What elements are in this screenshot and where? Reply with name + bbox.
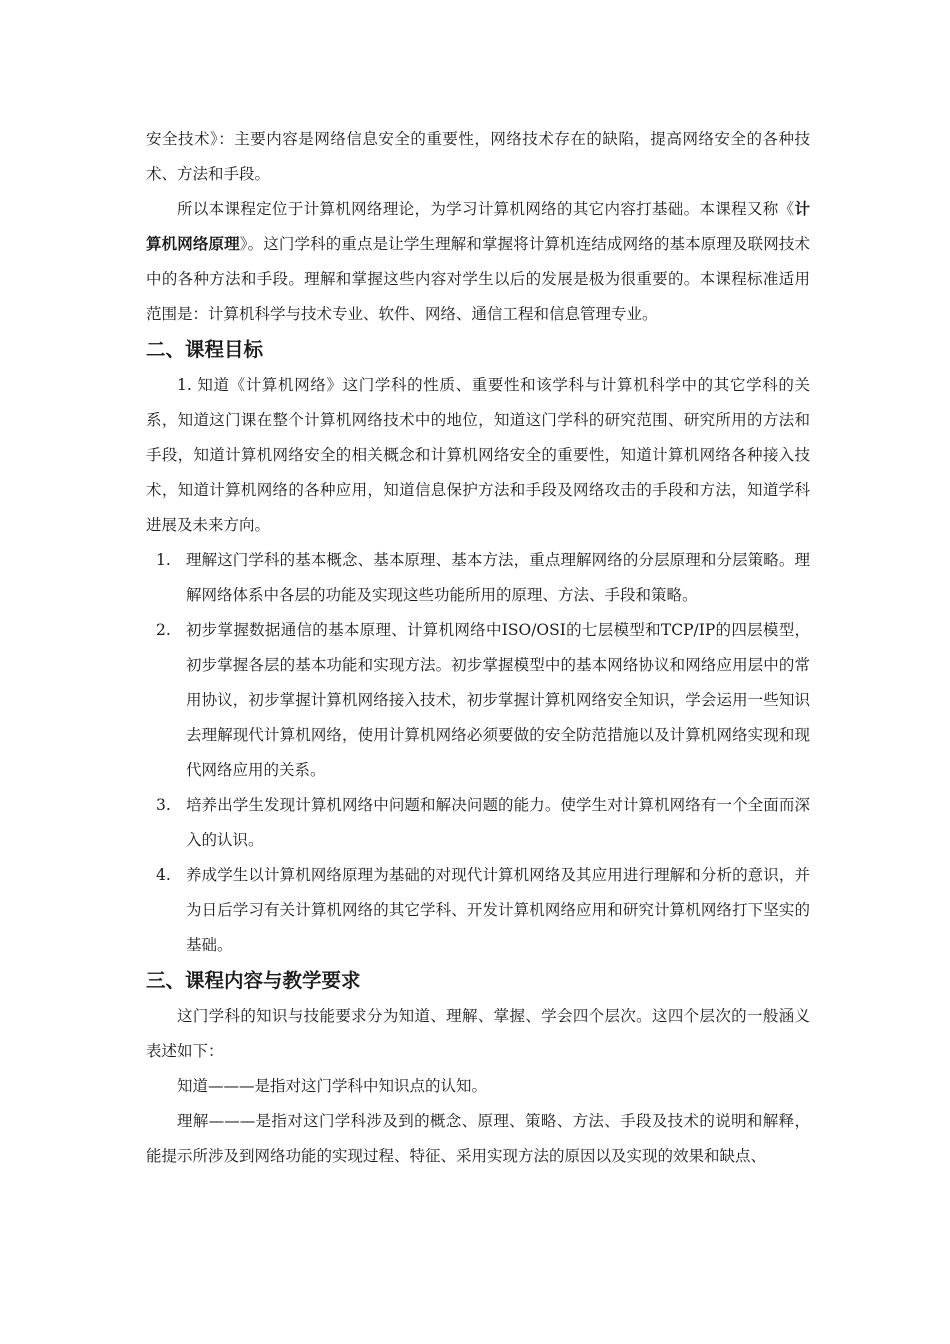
course-alias-title: 计算机网络原理 xyxy=(146,200,810,253)
know-definition-paragraph: 知道———是指对这门学科中知识点的认知。 xyxy=(177,1077,488,1095)
list-item-number: 3. xyxy=(156,796,171,814)
section-heading-course-goals: 二、课程目标 xyxy=(146,338,264,361)
document-body xyxy=(146,122,810,1174)
list-item-number: 1. xyxy=(156,551,171,569)
goals-list xyxy=(146,543,810,963)
list-item-text: 初步掌握数据通信的基本原理、计算机网络中ISO/OSI的七层模型和TCP/IP的四层模型，初步掌握各层的基本功能和实现方法。初步掌握模型中的基本网络协议和网络应用层中的常用协议，初步掌握计算机网络接入技术，初步掌握计算机网络安全知识，学会运用一些知识去理解现代计算机网络，使用计算机网络必须要做的安全防范措施以及计算机网络实现和现代网络应用的关系。 xyxy=(186,621,810,779)
list-item xyxy=(146,543,810,613)
levels-paragraph: 这门学科的知识与技能要求分为知道、理解、掌握、学会四个层次。这四个层次的一般涵义表述如下： xyxy=(146,1007,810,1060)
course-position-paragraph xyxy=(146,192,810,332)
list-item xyxy=(146,858,810,963)
list-item-number: 2. xyxy=(156,621,171,639)
course-position-text-after: 》。这门学科的重点是让学生理解和掌握将计算机连结成网络的基本原理及联网技术中的各种方法和手段。理解和掌握这些内容对学生以后的发展是极为很重要的。本课程标准适用范围是：计算机科学与技术专业、软件、网络、通信工程和信息管理专业。 xyxy=(146,235,810,323)
list-item-text: 培养出学生发现计算机网络中问题和解决问题的能力。使学生对计算机网络有一个全面而深入的认识。 xyxy=(186,796,810,849)
course-position-text-before: 所以本课程定位于计算机网络理论，为学习计算机网络的其它内容打基础。本课程又称《 xyxy=(177,200,795,218)
section-heading-course-content: 三、课程内容与教学要求 xyxy=(146,969,361,992)
intro-paragraph: 安全技术》：主要内容是网络信息安全的重要性，网络技术存在的缺陷，提高网络安全的各种技术、方法和手段。 xyxy=(146,130,810,183)
list-item-number: 4. xyxy=(156,866,171,884)
goals-intro-paragraph: 1. 知道《计算机网络》这门学科的性质、重要性和该学科与计算机科学中的其它学科的关系，知道这门课在整个计算机网络技术中的地位，知道这门学科的研究范围、研究所用的方法和手段，知道计算机网络安全的相关概念和计算机网络安全的重要性，知道计算机网络各种接入技术，知道计算机网络的各种应用，知道信息保护方法和手段及网络攻击的手段和方法，知道学科进展及未来方向。 xyxy=(146,376,810,534)
list-item-text: 理解这门学科的基本概念、基本原理、基本方法，重点理解网络的分层原理和分层策略。理解网络体系中各层的功能及实现这些功能所用的原理、方法、手段和策略。 xyxy=(186,551,810,604)
list-item xyxy=(146,788,810,858)
list-item xyxy=(146,613,810,788)
list-item-text: 养成学生以计算机网络原理为基础的对现代计算机网络及其应用进行理解和分析的意识，并为日后学习有关计算机网络的其它学科、开发计算机网络应用和研究计算机网络打下坚实的基础。 xyxy=(186,866,810,954)
understand-definition-paragraph: 理解———是指对这门学科涉及到的概念、原理、策略、方法、手段及技术的说明和解释，能提示所涉及到网络功能的实现过程、特征、采用实现方法的原因以及实现的效果和缺点、 xyxy=(146,1112,810,1165)
